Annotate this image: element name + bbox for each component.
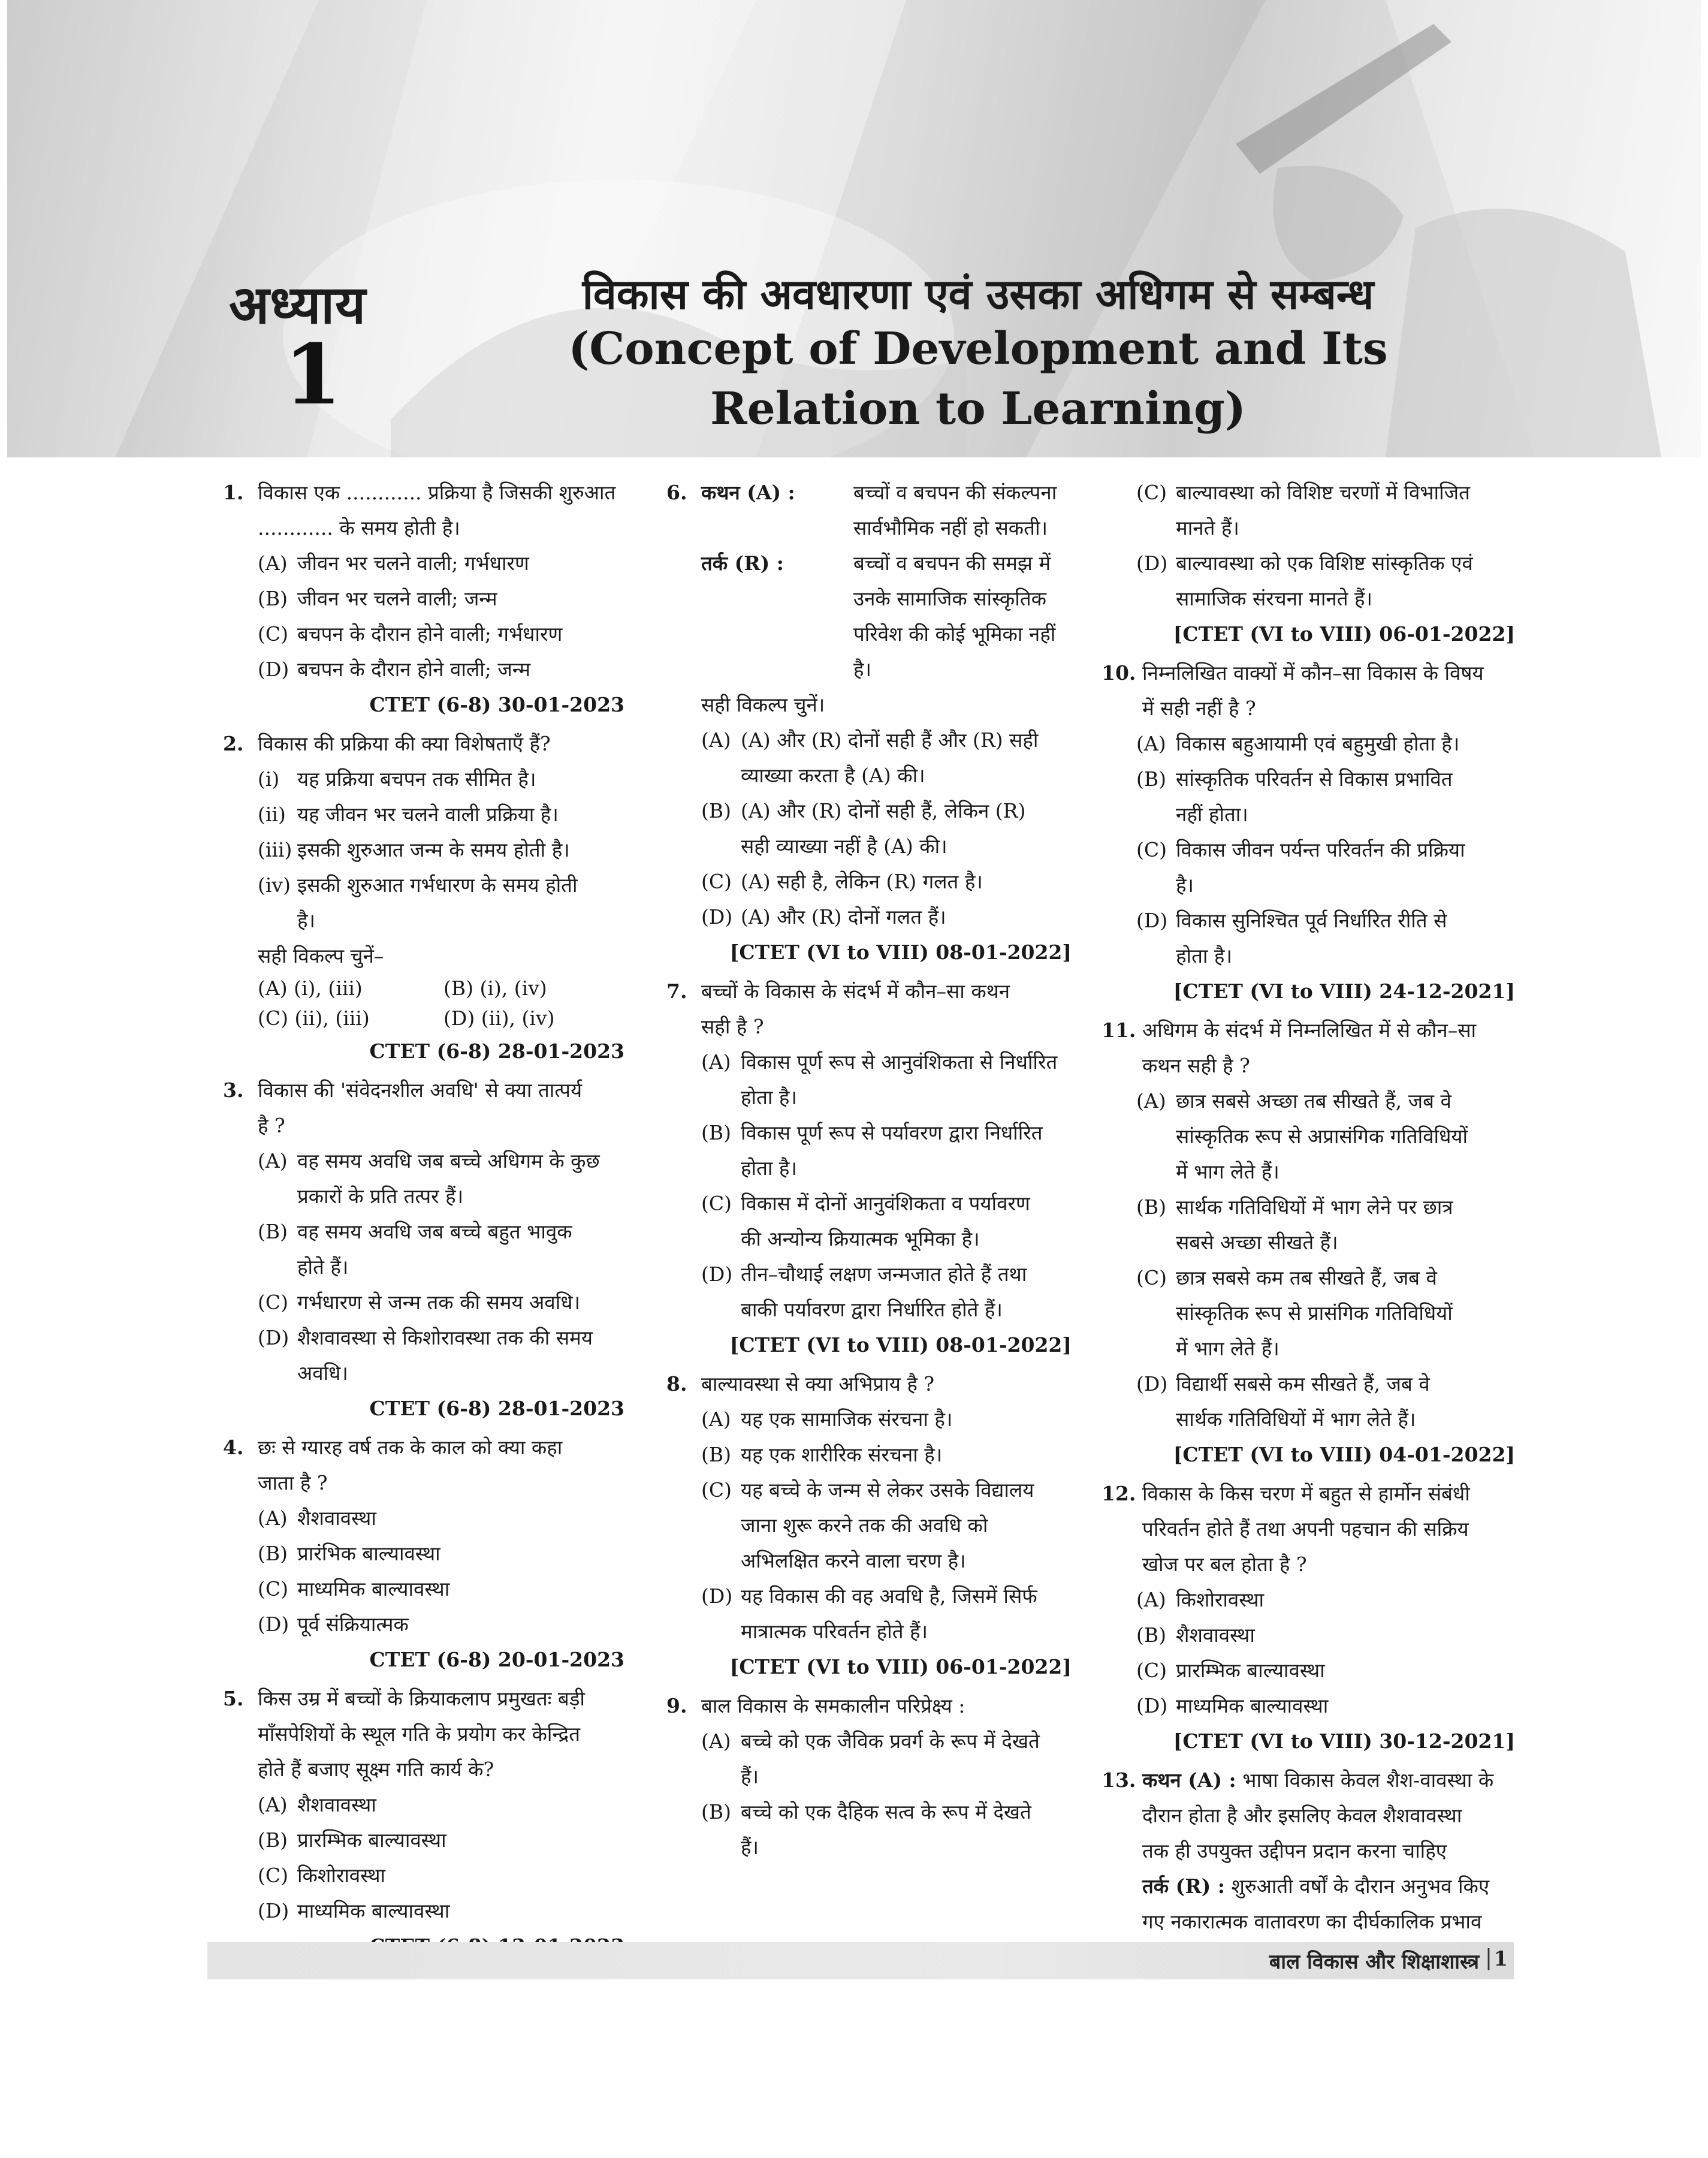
question-text: होते हैं बजाए सूक्ष्म गति कार्य के? xyxy=(258,1758,494,1781)
option-text: विकास बहुआयामी एवं बहुमुखी होता है। xyxy=(1176,732,1460,755)
question-text: माँसपेशियों के स्थूल गति के प्रयोग कर केन्द्रित xyxy=(258,1722,581,1746)
assertion-text: तक ही उपयुक्त उद्दीपन प्रदान करना चाहिए xyxy=(1142,1839,1447,1862)
question-9 xyxy=(666,1688,1072,1865)
question-text: विकास की 'संवेदनशील अवधि' से क्या तात्पर्य xyxy=(258,1078,583,1102)
question-text: बाल्यावस्था से क्या अभिप्राय है ? xyxy=(701,1372,935,1396)
option xyxy=(1102,1617,1515,1653)
option-label: (D) xyxy=(701,905,733,929)
choose-instruction: सही विकल्प चुनें। xyxy=(701,693,825,716)
option-text: माध्यमिक बाल्यावस्था xyxy=(297,1899,450,1922)
footer-separator: | xyxy=(1484,1946,1492,1970)
exam-source: [CTET (VI to VIII) 04-01-2022] xyxy=(1173,1443,1515,1466)
option-text: मात्रात्मक परिवर्तन होते हैं। xyxy=(741,1620,928,1643)
chapter-title-hindi: विकास की अवधारणा एवं उसका अधिगम से सम्बन्ध xyxy=(582,270,1374,319)
statement-text: है। xyxy=(297,909,316,932)
question-text: अधिगम के संदर्भ में निम्नलिखित में से कौन–सा xyxy=(1142,1018,1477,1042)
exam-source: CTET (6-8) 20-01-2023 xyxy=(369,1648,624,1671)
option-text: यह विकास की वह अवधि है, जिसमें सिर्फ xyxy=(741,1584,1037,1608)
option xyxy=(1102,1653,1515,1688)
reason-label: तर्क (R) : xyxy=(701,551,784,575)
option-text: माध्यमिक बाल्यावस्था xyxy=(297,1577,450,1601)
question-text: किस उम्र में बच्चों के क्रियाकलाप प्रमुखतः बड़ी xyxy=(258,1687,585,1710)
option-label: (B) xyxy=(258,1542,288,1565)
option xyxy=(1102,761,1515,832)
option-label: (C) xyxy=(258,622,288,646)
option xyxy=(666,1723,1072,1794)
question-number: 6. xyxy=(666,481,687,504)
option-text: शैशवावस्था xyxy=(297,1793,376,1816)
question-number: 7. xyxy=(666,979,687,1003)
option-label: (C) xyxy=(258,1577,288,1601)
option-text: मानते हैं। xyxy=(1176,516,1239,540)
option-text: सामाजिक संरचना मानते हैं। xyxy=(1176,587,1373,610)
reason-text: है। xyxy=(853,658,872,681)
option-grid xyxy=(223,973,624,1033)
option: (B) (i), (iv) xyxy=(443,976,547,1000)
statement-label: (iii) xyxy=(258,838,292,861)
assertion-label: कथन (A) : xyxy=(1142,1768,1236,1792)
option-text: यह एक शारीरिक संरचना है। xyxy=(741,1443,943,1466)
option-text: बच्चे को एक दैहिक सत्व के रूप में देखते xyxy=(741,1800,1031,1824)
question-2 xyxy=(223,726,624,1069)
reason-text: उनके सामाजिक सांस्कृतिक xyxy=(853,587,1046,610)
option xyxy=(223,1320,624,1391)
exam-source: [CTET (VI to VIII) 06-01-2022] xyxy=(1173,622,1515,646)
question-text: में सही नहीं है ? xyxy=(1142,697,1256,720)
option-label: (B) xyxy=(258,587,288,610)
statement-label: (ii) xyxy=(258,803,286,826)
option-text: सांस्कृतिक रूप से अप्रासंगिक गतिविधियों xyxy=(1176,1125,1468,1148)
option xyxy=(666,864,1072,899)
option xyxy=(1102,545,1515,616)
option-text: किशोरावस्था xyxy=(1176,1588,1265,1611)
option-text: (A) और (R) दोनों सही हैं, लेकिन (R) xyxy=(741,799,1026,822)
question-text: सही है ? xyxy=(701,1015,764,1038)
option xyxy=(1102,1260,1515,1366)
option-label: (C) xyxy=(1136,1266,1167,1289)
option-text: शैशवावस्था से किशोरावस्था तक की समय xyxy=(297,1326,593,1349)
option-label: (B) xyxy=(1136,767,1166,791)
option-label: (A) xyxy=(1136,1089,1166,1113)
option-label: (C) xyxy=(1136,838,1167,861)
option-label: (C) xyxy=(701,870,732,893)
option-label: (D) xyxy=(258,1326,289,1349)
option-label: (B) xyxy=(258,1828,288,1852)
option-text: शैशवावस्था xyxy=(1176,1623,1255,1647)
reason-text: गए नकारात्मक वातावरण का दीर्घकालिक प्रभाव xyxy=(1142,1910,1482,1933)
statement xyxy=(223,797,624,832)
option xyxy=(223,1822,624,1858)
assertion-text xyxy=(1142,1762,1515,1798)
option xyxy=(666,1472,1072,1578)
option-label: (B) xyxy=(701,1121,731,1144)
option-label: (D) xyxy=(701,1584,733,1608)
option-text: अभिलक्षित करने वाला चरण है। xyxy=(741,1549,966,1572)
option-text: विकास सुनिश्चित पूर्व निर्धारित रीति से xyxy=(1176,909,1447,932)
option-text: सांस्कृतिक रूप से प्रासंगिक गतिविधियों xyxy=(1176,1301,1453,1325)
option-label: (A) xyxy=(701,1729,731,1753)
question-9-continued xyxy=(1102,475,1515,652)
reason-text xyxy=(1142,1868,1515,1904)
option xyxy=(666,1578,1072,1649)
question-text: छः से ग्यारह वर्ष तक के काल को क्या कहा xyxy=(258,1436,563,1459)
option xyxy=(223,581,624,616)
option-text: बाल्यावस्था को विशिष्ट चरणों में विभाजित xyxy=(1176,481,1470,504)
statement-text: इसकी शुरुआत जन्म के समय होती है। xyxy=(297,838,570,861)
option xyxy=(666,1437,1072,1472)
chapter-label: अध्याय xyxy=(229,274,367,336)
question-7 xyxy=(666,973,1072,1363)
assertion xyxy=(666,475,1072,545)
option-text: व्याख्या करता है (A) की। xyxy=(741,764,925,787)
option-label: (C) xyxy=(701,1478,732,1502)
option-text: अवधि। xyxy=(297,1361,348,1385)
reason-text: परिवेश की कोई भूमिका नहीं xyxy=(853,622,1056,646)
column-1 xyxy=(223,475,624,1967)
question-number: 5. xyxy=(223,1687,244,1710)
option-label: (C) xyxy=(258,1291,288,1314)
question-number: 9. xyxy=(666,1694,687,1717)
option-text: तीन–चौथाई लक्षण जन्मजात होते हैं तथा xyxy=(741,1262,1027,1286)
option-label: (B) xyxy=(701,799,731,822)
option-label: (C) xyxy=(1136,481,1167,504)
option-text: सही व्याख्या नहीं है (A) की। xyxy=(741,834,947,858)
assertion-label: कथन (A) : xyxy=(701,481,795,504)
option: (A) (i), (iii) xyxy=(258,976,363,1000)
chapter-number: 1 xyxy=(284,325,342,423)
option xyxy=(223,1858,624,1893)
option: (D) (ii), (iv) xyxy=(443,1006,555,1030)
question-number: 10. xyxy=(1102,661,1136,685)
option-text: में भाग लेते हैं। xyxy=(1176,1337,1280,1360)
option-label: (B) xyxy=(1136,1623,1166,1647)
option-text: होते हैं। xyxy=(297,1255,349,1279)
reason-label: तर्क (R) : xyxy=(1142,1874,1225,1898)
option-label: (B) xyxy=(258,1220,288,1243)
option-text: विकास में दोनों आनुवंशिकता व पर्यावरण xyxy=(741,1192,1030,1215)
option xyxy=(666,1186,1072,1256)
statement xyxy=(223,761,624,797)
option xyxy=(1102,832,1515,903)
option-label: (D) xyxy=(1136,1372,1168,1396)
option-label: (A) xyxy=(701,1050,731,1074)
question-text: विकास की प्रक्रिया की क्या विशेषताएँ हैं? xyxy=(258,732,551,755)
option-label: (A) xyxy=(701,728,731,752)
question-number: 11. xyxy=(1102,1018,1136,1042)
question-6 xyxy=(666,475,1072,970)
option-label: (D) xyxy=(258,658,289,681)
option xyxy=(1102,1366,1515,1437)
chapter-banner xyxy=(7,0,1701,457)
chapter-title-english xyxy=(487,319,1469,439)
question-11 xyxy=(1102,1012,1515,1472)
option-label: (D) xyxy=(1136,551,1168,575)
option-text: जीवन भर चलने वाली; गर्भधारण xyxy=(297,551,529,575)
option xyxy=(223,1285,624,1320)
option-label: (D) xyxy=(258,1899,289,1922)
option xyxy=(1102,726,1515,761)
question-text: निम्नलिखित वाक्यों में कौन–सा विकास के विषय xyxy=(1142,661,1484,685)
option-text: यह बच्चे के जन्म से लेकर उसके विद्यालय xyxy=(741,1478,1034,1502)
exam-source: CTET (6-8) 28-01-2023 xyxy=(369,1397,624,1420)
option-label: (B) xyxy=(1136,1195,1166,1219)
statement-label: (iv) xyxy=(258,873,291,897)
question-text: परिवर्तन होते हैं तथा अपनी पहचान की सक्रिय xyxy=(1142,1517,1469,1541)
exam-source: [CTET (VI to VIII) 30-12-2021] xyxy=(1173,1729,1515,1753)
question-number: 4. xyxy=(223,1436,244,1459)
option xyxy=(666,722,1072,793)
option-text: नहीं होता। xyxy=(1176,803,1248,826)
option-label: (B) xyxy=(701,1443,731,1466)
option-text: होता है। xyxy=(741,1086,797,1109)
option xyxy=(666,1044,1072,1115)
option-label: (A) xyxy=(701,1407,731,1431)
option-label: (A) xyxy=(1136,1588,1166,1611)
question-text: विकास के किस चरण में बहुत से हार्मोन संबंधी xyxy=(1142,1482,1470,1505)
option xyxy=(666,1402,1072,1437)
option-text: बच्चे को एक जैविक प्रवर्ग के रूप में देखते xyxy=(741,1729,1040,1753)
option xyxy=(223,1214,624,1285)
option-text: माध्यमिक बाल्यावस्था xyxy=(1176,1694,1329,1717)
exam-source: [CTET (VI to VIII) 08-01-2022] xyxy=(729,1333,1072,1357)
option xyxy=(666,899,1072,935)
option-text: प्रारंभिक बाल्यावस्था xyxy=(297,1542,440,1565)
exam-source: [CTET (VI to VIII) 24-12-2021] xyxy=(1173,979,1515,1003)
option xyxy=(666,1115,1072,1186)
assertion-text-line: भाषा विकास केवल शैश-वावस्था के xyxy=(1242,1768,1494,1792)
option-label: (D) xyxy=(1136,1694,1168,1717)
option-text: शैशवावस्था xyxy=(297,1506,376,1530)
option-text: (A) सही है, लेकिन (R) गलत है। xyxy=(741,870,983,893)
choose-instruction: सही विकल्प चुनें– xyxy=(258,944,384,968)
question-text: है ? xyxy=(258,1114,285,1137)
assertion-text: बच्चों व बचपन की संकल्पना xyxy=(853,481,1057,504)
option-text: वह समय अवधि जब बच्चे अधिगम के कुछ xyxy=(297,1149,600,1173)
option-text: प्रकारों के प्रति तत्पर हैं। xyxy=(297,1185,464,1208)
option-text: विकास जीवन पर्यन्त परिवर्तन की प्रक्रिया xyxy=(1176,838,1465,861)
option xyxy=(223,1571,624,1607)
option-label: (A) xyxy=(1136,732,1166,755)
option xyxy=(1102,475,1515,545)
option-text: विकास पूर्ण रूप से आनुवंशिकता से निर्धारित xyxy=(741,1050,1058,1074)
option-text: विद्यार्थी सबसे कम सीखते हैं, जब वे xyxy=(1176,1372,1430,1396)
question-number: 13. xyxy=(1102,1768,1136,1792)
question-text: कथन सही है ? xyxy=(1142,1054,1250,1077)
option xyxy=(1102,1189,1515,1260)
option-label: (C) xyxy=(1136,1659,1167,1682)
question-number: 2. xyxy=(223,732,244,755)
exam-source: [CTET (VI to VIII) 08-01-2022] xyxy=(729,941,1072,964)
exam-source: [CTET (VI to VIII) 06-01-2022] xyxy=(729,1655,1072,1678)
question-number: 8. xyxy=(666,1372,687,1396)
option-text: छात्र सबसे अच्छा तब सीखते हैं, जब वे xyxy=(1176,1089,1452,1113)
option-text: सबसे अच्छा सीखते हैं। xyxy=(1176,1231,1338,1254)
statement-text: इसकी शुरुआत गर्भधारण के समय होती xyxy=(297,873,578,897)
question-number: 12. xyxy=(1102,1482,1136,1505)
option-text: हैं। xyxy=(741,1765,759,1788)
question-text: बच्चों के विकास के संदर्भ में कौन–सा कथन xyxy=(701,979,1010,1003)
option-text: बचपन के दौरान होने वाली; गर्भधारण xyxy=(297,622,563,646)
option-text: (A) और (R) दोनों सही हैं और (R) सही xyxy=(741,728,1039,752)
option-label: (D) xyxy=(258,1613,289,1636)
question-4 xyxy=(223,1430,624,1677)
option-label: (B) xyxy=(701,1800,731,1824)
question-5 xyxy=(223,1681,624,1964)
option-text: बाल्यावस्था को एक विशिष्ट सांस्कृतिक एवं xyxy=(1176,551,1473,575)
option-text: किशोरावस्था xyxy=(297,1864,386,1887)
column-3 xyxy=(1102,475,1515,1975)
reason xyxy=(666,545,1072,687)
option-text: छात्र सबसे कम तब सीखते हैं, जब वे xyxy=(1176,1266,1437,1289)
question-3 xyxy=(223,1072,624,1426)
page-number: 1 xyxy=(1493,1947,1508,1971)
option-text: होता है। xyxy=(1176,944,1232,968)
option-label: (D) xyxy=(1136,909,1168,932)
statement-text: यह प्रक्रिया बचपन तक सीमित है। xyxy=(297,767,536,791)
option-label: (C) xyxy=(701,1192,732,1215)
option xyxy=(666,793,1072,864)
reason-text-line: शुरुआती वर्षों के दौरान अनुभव किए xyxy=(1231,1874,1490,1898)
column-2 xyxy=(666,475,1072,1865)
statement-text: यह जीवन भर चलने वाली प्रक्रिया है। xyxy=(297,803,559,826)
option xyxy=(223,652,624,687)
statement-label: (i) xyxy=(258,767,280,791)
option-label: (C) xyxy=(258,1864,288,1887)
option xyxy=(666,1256,1072,1327)
option-text: वह समय अवधि जब बच्चे बहुत भावुक xyxy=(297,1220,572,1243)
option: (C) (ii), (iii) xyxy=(258,1006,370,1030)
question-number: 1. xyxy=(223,481,244,504)
exam-source: CTET (6-8) 30-01-2023 xyxy=(369,693,624,716)
option-text: की अन्योन्य क्रियात्मक भूमिका है। xyxy=(741,1227,980,1250)
option-text: जाना शुरू करने तक की अवधि को xyxy=(741,1514,988,1537)
exam-source: CTET (6-8) 28-01-2023 xyxy=(369,1039,624,1063)
statement xyxy=(223,832,624,867)
option-text: बचपन के दौरान होने वाली; जन्म xyxy=(297,658,531,681)
option-text: प्रारम्भिक बाल्यावस्था xyxy=(1176,1659,1325,1682)
option xyxy=(1102,1083,1515,1189)
option xyxy=(223,1500,624,1536)
reason-text: बच्चों व बचपन की समझ में xyxy=(853,551,1051,575)
option-text: सार्थक गतिविधियों में भाग लेते हैं। xyxy=(1176,1407,1416,1431)
option xyxy=(1102,1582,1515,1617)
option-text: है। xyxy=(1176,873,1194,897)
chapter-title-english-line1: (Concept of Development and Its xyxy=(568,323,1388,375)
statement xyxy=(223,867,624,938)
question-text: विकास एक ............ प्रक्रिया है जिसकी शुरुआत xyxy=(258,481,616,504)
option-text: सांस्कृतिक परिवर्तन से विकास प्रभावित xyxy=(1176,767,1453,791)
question-text: बाल विकास के समकालीन परिप्रेक्ष्य : xyxy=(701,1694,965,1717)
book-title: बाल विकास और शिक्षाशास्त्र xyxy=(1269,1950,1479,1974)
option-label: (A) xyxy=(258,1793,288,1816)
option-text: बाकी पर्यावरण द्वारा निर्धारित होते हैं। xyxy=(741,1298,1003,1321)
assertion-text: सार्वभौमिक नहीं हो सकती। xyxy=(853,516,1048,540)
option-text: जीवन भर चलने वाली; जन्म xyxy=(297,587,497,610)
question-text: ............ के समय होती है। xyxy=(258,516,460,540)
option xyxy=(223,616,624,652)
option-label: (D) xyxy=(701,1262,733,1286)
option-label: (A) xyxy=(258,551,288,575)
option xyxy=(1102,1688,1515,1723)
option-label: (A) xyxy=(258,1149,288,1173)
question-text: खोज पर बल होता है ? xyxy=(1142,1553,1307,1576)
option xyxy=(223,545,624,581)
option xyxy=(223,1607,624,1642)
option-text: सार्थक गतिविधियों में भाग लेने पर छात्र xyxy=(1176,1195,1453,1219)
option-text: गर्भधारण से जन्म तक की समय अवधि। xyxy=(297,1291,581,1314)
option-text: हैं। xyxy=(741,1835,759,1859)
option-text: (A) और (R) दोनों गलत हैं। xyxy=(741,905,946,929)
question-10 xyxy=(1102,655,1515,1009)
option xyxy=(223,1536,624,1571)
question-1 xyxy=(223,475,624,722)
question-text: जाता है ? xyxy=(258,1471,328,1494)
option-text: पूर्व संक्रियात्मक xyxy=(297,1613,409,1636)
option-text: होता है। xyxy=(741,1156,797,1180)
option-text: विकास पूर्ण रूप से पर्यावरण द्वारा निर्धारित xyxy=(741,1121,1043,1144)
question-number: 3. xyxy=(223,1078,244,1102)
option xyxy=(223,1893,624,1928)
page-footer xyxy=(207,1942,1514,1979)
question-12 xyxy=(1102,1476,1515,1759)
option xyxy=(223,1143,624,1214)
question-8 xyxy=(666,1366,1072,1684)
assertion-text: दौरान होता है और इसलिए केवल शैशवावस्था xyxy=(1142,1804,1462,1827)
option xyxy=(1102,903,1515,973)
option-text: यह एक सामाजिक संरचना है। xyxy=(741,1407,953,1431)
chapter-title-english-line2: Relation to Learning) xyxy=(710,383,1246,435)
option-text: में भाग लेते हैं। xyxy=(1176,1160,1280,1183)
option xyxy=(223,1787,624,1822)
option-label: (A) xyxy=(258,1506,288,1530)
option xyxy=(666,1794,1072,1865)
option-text: प्रारम्भिक बाल्यावस्था xyxy=(297,1828,446,1852)
